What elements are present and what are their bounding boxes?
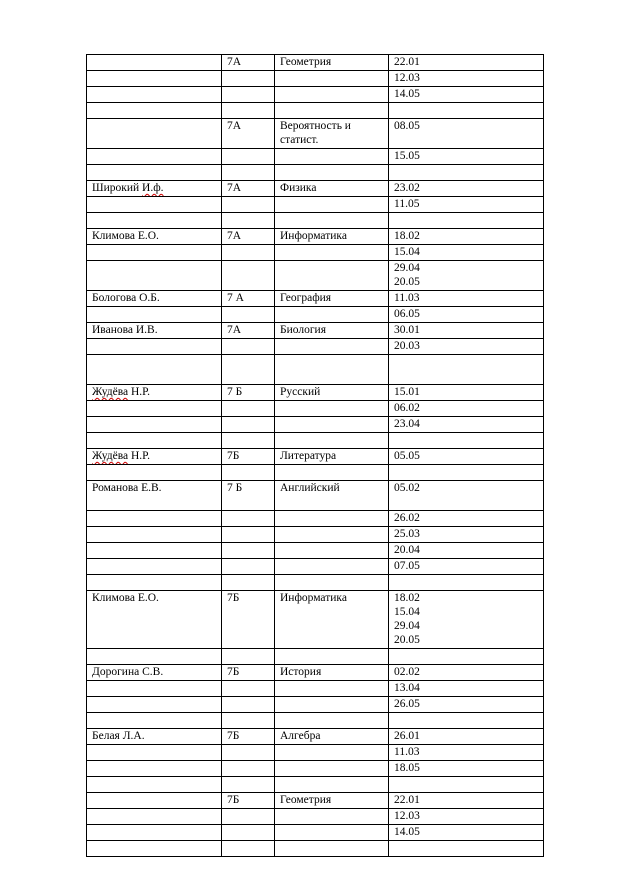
dates-cell: 06.05 xyxy=(389,307,544,323)
table-row xyxy=(87,197,544,213)
table-row xyxy=(87,729,544,745)
teacher-cell xyxy=(87,697,222,713)
subject-cell xyxy=(275,713,389,729)
dates-cell: 26.05 xyxy=(389,697,544,713)
teacher-cell: Жудёва Н.Р. xyxy=(87,449,222,465)
subject-cell xyxy=(275,681,389,697)
class-cell xyxy=(222,401,275,417)
teacher-cell xyxy=(87,417,222,433)
teacher-cell xyxy=(87,793,222,809)
dates-cell xyxy=(389,713,544,729)
dates-cell: 15.05 xyxy=(389,149,544,165)
subject-cell xyxy=(275,307,389,323)
table-row xyxy=(87,591,544,649)
dates-cell xyxy=(389,103,544,119)
subject-cell xyxy=(275,213,389,229)
class-cell xyxy=(222,825,275,841)
dates-cell: 05.05 xyxy=(389,449,544,465)
spellcheck-underline: И.ф. xyxy=(142,182,164,194)
class-cell xyxy=(222,433,275,449)
class-cell xyxy=(222,355,275,385)
teacher-cell xyxy=(87,119,222,149)
table-row xyxy=(87,841,544,857)
subject-cell xyxy=(275,433,389,449)
spellcheck-underline: Жудёва xyxy=(92,386,129,398)
dates-cell: 05.02 xyxy=(389,481,544,511)
dates-cell: 12.03 xyxy=(389,809,544,825)
class-cell xyxy=(222,745,275,761)
class-cell: 7А xyxy=(222,55,275,71)
table-row xyxy=(87,103,544,119)
teacher-cell xyxy=(87,681,222,697)
dates-cell: 23.04 xyxy=(389,417,544,433)
subject-cell xyxy=(275,511,389,527)
teacher-cell: Широкий И.ф. xyxy=(87,181,222,197)
teacher-cell xyxy=(87,261,222,291)
table-row xyxy=(87,481,544,511)
subject-cell: Русский xyxy=(275,385,389,401)
teacher-cell xyxy=(87,71,222,87)
class-cell xyxy=(222,71,275,87)
dates-cell: 11.03 xyxy=(389,745,544,761)
class-cell: 7А xyxy=(222,119,275,149)
class-cell: 7А xyxy=(222,181,275,197)
table-row xyxy=(87,149,544,165)
teacher-cell xyxy=(87,355,222,385)
table-row xyxy=(87,339,544,355)
dates-cell: 20.04 xyxy=(389,543,544,559)
subject-cell: Информатика xyxy=(275,229,389,245)
class-cell xyxy=(222,245,275,261)
subject-cell: Вероятность и статист. xyxy=(275,119,389,149)
table-row xyxy=(87,229,544,245)
teacher-cell xyxy=(87,825,222,841)
subject-cell xyxy=(275,649,389,665)
dates-cell: 11.05 xyxy=(389,197,544,213)
table-row xyxy=(87,165,544,181)
dates-cell: 15.04 xyxy=(389,245,544,261)
table-row xyxy=(87,465,544,481)
subject-cell: Литература xyxy=(275,449,389,465)
class-cell: 7Б xyxy=(222,591,275,649)
teacher-cell xyxy=(87,197,222,213)
table-row xyxy=(87,777,544,793)
dates-cell: 14.05 xyxy=(389,87,544,103)
class-cell: 7 Б xyxy=(222,481,275,511)
subject-cell xyxy=(275,417,389,433)
teacher-cell xyxy=(87,649,222,665)
teacher-cell: Дорогина С.В. xyxy=(87,665,222,681)
class-cell: 7А xyxy=(222,229,275,245)
class-cell: 7 А xyxy=(222,291,275,307)
class-cell xyxy=(222,543,275,559)
subject-cell: Геометрия xyxy=(275,793,389,809)
table-row xyxy=(87,307,544,323)
teacher-cell: Иванова И.В. xyxy=(87,323,222,339)
class-cell xyxy=(222,197,275,213)
class-cell xyxy=(222,417,275,433)
teacher-cell xyxy=(87,511,222,527)
teacher-cell xyxy=(87,559,222,575)
class-cell xyxy=(222,777,275,793)
subject-cell xyxy=(275,825,389,841)
dates-cell: 25.03 xyxy=(389,527,544,543)
class-cell: 7Б xyxy=(222,729,275,745)
class-cell xyxy=(222,681,275,697)
table-row xyxy=(87,745,544,761)
subject-cell xyxy=(275,697,389,713)
dates-cell: 29.04 20.05 xyxy=(389,261,544,291)
class-cell xyxy=(222,511,275,527)
teacher-cell xyxy=(87,713,222,729)
subject-cell: Информатика xyxy=(275,591,389,649)
dates-cell xyxy=(389,649,544,665)
dates-cell: 18.02 15.04 29.04 20.05 xyxy=(389,591,544,649)
subject-cell xyxy=(275,103,389,119)
subject-cell xyxy=(275,261,389,291)
teacher-cell xyxy=(87,103,222,119)
subject-cell xyxy=(275,745,389,761)
table-row xyxy=(87,87,544,103)
teacher-cell xyxy=(87,165,222,181)
teacher-cell xyxy=(87,841,222,857)
dates-cell: 23.02 xyxy=(389,181,544,197)
class-cell xyxy=(222,761,275,777)
spellcheck-underline: Жудёва xyxy=(92,450,129,462)
teacher-cell xyxy=(87,401,222,417)
class-cell xyxy=(222,465,275,481)
class-cell xyxy=(222,713,275,729)
table-row xyxy=(87,449,544,465)
teacher-cell xyxy=(87,307,222,323)
teacher-cell xyxy=(87,465,222,481)
class-cell xyxy=(222,527,275,543)
teacher-cell: Бологова О.Б. xyxy=(87,291,222,307)
subject-cell xyxy=(275,465,389,481)
subject-cell xyxy=(275,841,389,857)
dates-cell: 02.02 xyxy=(389,665,544,681)
class-cell: 7А xyxy=(222,323,275,339)
subject-cell: Биология xyxy=(275,323,389,339)
dates-cell: 30.01 xyxy=(389,323,544,339)
subject-cell xyxy=(275,761,389,777)
class-cell: 7Б xyxy=(222,793,275,809)
dates-cell: 12.03 xyxy=(389,71,544,87)
class-cell xyxy=(222,559,275,575)
subject-cell xyxy=(275,71,389,87)
dates-cell: 07.05 xyxy=(389,559,544,575)
table-row xyxy=(87,119,544,149)
schedule-body xyxy=(87,55,544,857)
class-cell: 7 Б xyxy=(222,385,275,401)
dates-cell: 22.01 xyxy=(389,55,544,71)
subject-cell xyxy=(275,149,389,165)
subject-cell: География xyxy=(275,291,389,307)
table-row xyxy=(87,71,544,87)
dates-cell xyxy=(389,213,544,229)
table-row xyxy=(87,385,544,401)
table-row xyxy=(87,681,544,697)
table-row xyxy=(87,417,544,433)
dates-cell: 18.02 xyxy=(389,229,544,245)
teacher-cell xyxy=(87,433,222,449)
subject-cell xyxy=(275,401,389,417)
schedule-table xyxy=(86,54,544,857)
class-cell xyxy=(222,149,275,165)
table-row xyxy=(87,697,544,713)
table-row xyxy=(87,793,544,809)
subject-cell xyxy=(275,355,389,385)
dates-cell xyxy=(389,465,544,481)
dates-cell: 06.02 xyxy=(389,401,544,417)
subject-cell: Геометрия xyxy=(275,55,389,71)
dates-cell: 22.01 xyxy=(389,793,544,809)
table-row xyxy=(87,559,544,575)
class-cell xyxy=(222,697,275,713)
teacher-cell xyxy=(87,55,222,71)
teacher-cell xyxy=(87,777,222,793)
teacher-cell xyxy=(87,149,222,165)
class-cell xyxy=(222,649,275,665)
dates-cell xyxy=(389,433,544,449)
subject-cell xyxy=(275,575,389,591)
subject-cell xyxy=(275,559,389,575)
teacher-cell xyxy=(87,745,222,761)
class-cell xyxy=(222,103,275,119)
table-row xyxy=(87,665,544,681)
table-row xyxy=(87,761,544,777)
dates-cell: 20.03 xyxy=(389,339,544,355)
teacher-cell xyxy=(87,761,222,777)
subject-cell xyxy=(275,809,389,825)
class-cell xyxy=(222,339,275,355)
dates-cell xyxy=(389,841,544,857)
table-row xyxy=(87,543,544,559)
table-row xyxy=(87,245,544,261)
dates-cell: 15.01 xyxy=(389,385,544,401)
subject-cell: Алгебра xyxy=(275,729,389,745)
dates-cell xyxy=(389,575,544,591)
table-row xyxy=(87,825,544,841)
table-row xyxy=(87,401,544,417)
class-cell: 7Б xyxy=(222,449,275,465)
class-cell xyxy=(222,165,275,181)
teacher-cell xyxy=(87,339,222,355)
subject-cell: История xyxy=(275,665,389,681)
teacher-cell xyxy=(87,527,222,543)
table-row xyxy=(87,433,544,449)
dates-cell: 26.02 xyxy=(389,511,544,527)
dates-cell: 14.05 xyxy=(389,825,544,841)
schedule-sheet xyxy=(86,54,543,857)
subject-cell xyxy=(275,339,389,355)
dates-cell: 11.03 xyxy=(389,291,544,307)
subject-cell xyxy=(275,245,389,261)
dates-cell xyxy=(389,777,544,793)
subject-cell xyxy=(275,197,389,213)
teacher-cell: Романова Е.В. xyxy=(87,481,222,511)
teacher-cell: Жудёва Н.Р. xyxy=(87,385,222,401)
class-cell xyxy=(222,307,275,323)
table-row xyxy=(87,527,544,543)
table-row xyxy=(87,55,544,71)
teacher-cell: Белая Л.А. xyxy=(87,729,222,745)
table-row xyxy=(87,511,544,527)
dates-cell: 18.05 xyxy=(389,761,544,777)
subject-cell xyxy=(275,165,389,181)
dates-cell xyxy=(389,355,544,385)
class-cell xyxy=(222,87,275,103)
teacher-cell: Климова Е.О. xyxy=(87,591,222,649)
teacher-cell xyxy=(87,543,222,559)
dates-cell xyxy=(389,165,544,181)
table-row xyxy=(87,809,544,825)
subject-cell: Английский xyxy=(275,481,389,511)
class-cell xyxy=(222,575,275,591)
dates-cell: 26.01 xyxy=(389,729,544,745)
subject-cell xyxy=(275,543,389,559)
subject-cell xyxy=(275,527,389,543)
table-row xyxy=(87,713,544,729)
class-cell xyxy=(222,213,275,229)
table-row xyxy=(87,261,544,291)
teacher-cell xyxy=(87,575,222,591)
table-row xyxy=(87,323,544,339)
table-row xyxy=(87,355,544,385)
table-row xyxy=(87,213,544,229)
subject-cell xyxy=(275,87,389,103)
table-row xyxy=(87,181,544,197)
dates-cell: 08.05 xyxy=(389,119,544,149)
subject-cell: Физика xyxy=(275,181,389,197)
teacher-cell xyxy=(87,245,222,261)
class-cell xyxy=(222,809,275,825)
table-row xyxy=(87,291,544,307)
teacher-cell xyxy=(87,87,222,103)
teacher-cell: Климова Е.О. xyxy=(87,229,222,245)
subject-cell xyxy=(275,777,389,793)
dates-cell: 13.04 xyxy=(389,681,544,697)
table-row xyxy=(87,649,544,665)
teacher-cell xyxy=(87,213,222,229)
teacher-cell xyxy=(87,809,222,825)
class-cell xyxy=(222,261,275,291)
class-cell xyxy=(222,841,275,857)
table-row xyxy=(87,575,544,591)
class-cell: 7Б xyxy=(222,665,275,681)
